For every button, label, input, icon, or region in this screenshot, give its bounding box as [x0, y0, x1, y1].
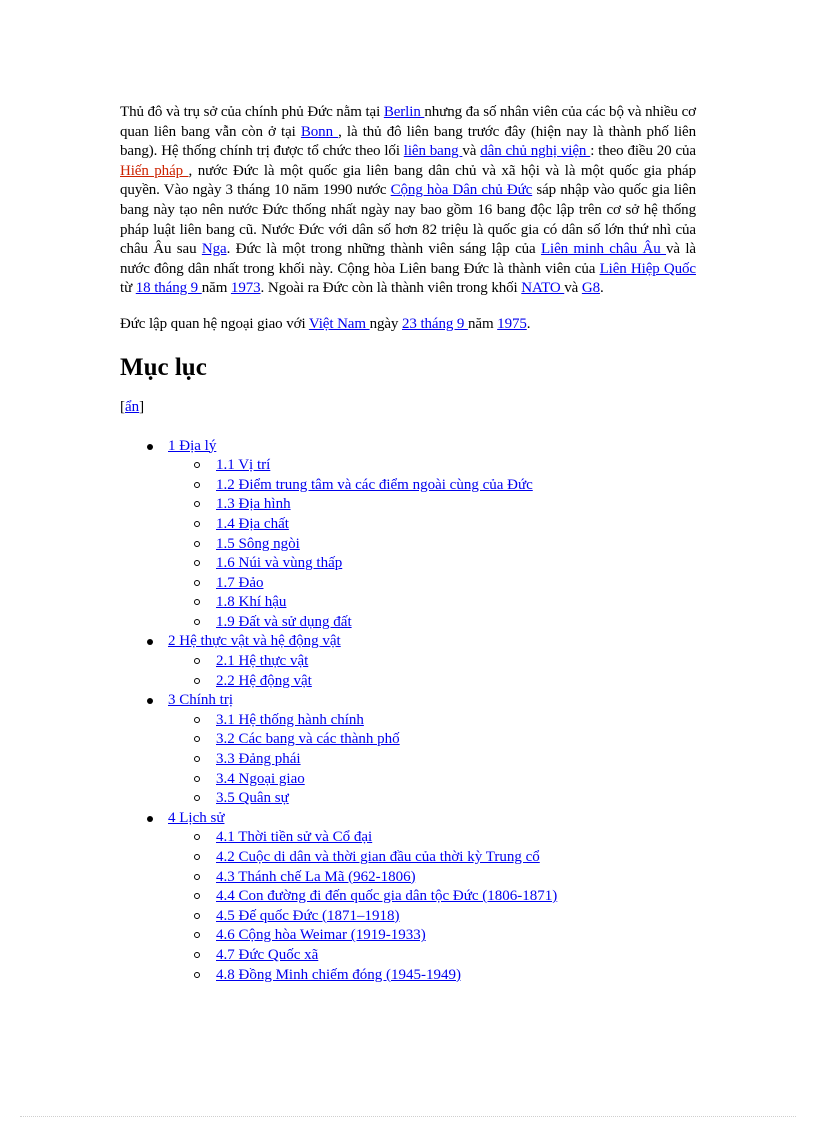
toc-item-link[interactable]: 3.4 Ngoại giao — [216, 770, 305, 787]
toc-list — [120, 437, 696, 986]
toc-item-link[interactable]: 1.9 Đất và sử dụng đất — [216, 613, 352, 630]
bullet-circle-icon — [194, 678, 200, 684]
text-run: Thủ đô và trụ sở của chính phủ Đức nằm tại — [120, 104, 384, 120]
toc-item — [120, 476, 696, 496]
bullet-circle-icon — [194, 521, 200, 527]
toc-item — [120, 848, 696, 868]
toc-item-link[interactable]: 1.5 Sông ngòi — [216, 535, 300, 552]
toc-section — [120, 691, 696, 711]
toc-item-link[interactable]: 1.4 Địa chất — [216, 515, 289, 532]
toc-item — [120, 828, 696, 848]
toc-item — [120, 672, 696, 692]
toc-section — [120, 809, 696, 829]
link-hien-phap[interactable]: Hiến pháp — [120, 162, 189, 179]
toc-item-link[interactable]: 4.3 Thánh chế La Mã (962-1806) — [216, 868, 416, 885]
link-18-thang-9[interactable]: 18 tháng 9 — [135, 280, 202, 297]
toc-item — [120, 770, 696, 790]
toc-item — [120, 711, 696, 731]
text-run: và là nước đông dân nhất trong khối này. Cộng hòa Liên bang Đức là thành viên của — [120, 241, 696, 277]
toc-item — [120, 613, 696, 633]
bullet-circle-icon — [194, 462, 200, 468]
link-berlin[interactable]: Berlin — [383, 104, 425, 120]
toc-subsection-group — [120, 828, 696, 985]
toc-item-link[interactable]: 4.7 Đức Quốc xã — [216, 946, 319, 963]
bullet-circle-icon — [194, 599, 200, 605]
toc-item-link[interactable]: 1.8 Khí hậu — [216, 594, 287, 611]
diplomacy-paragraph — [120, 315, 696, 335]
link-1975[interactable]: 1975 — [497, 315, 527, 332]
text-run: nhưng đa số nhân viên của các bộ và nhiều cơ quan liên bang vẫn còn ở tại — [120, 104, 696, 140]
toc-item — [120, 966, 696, 986]
toc-sublist — [120, 456, 696, 632]
bullet-circle-icon — [194, 776, 200, 782]
bullet-circle-icon — [194, 717, 200, 723]
link-bonn[interactable]: Bonn — [300, 123, 339, 140]
page-footer-divider — [20, 1116, 796, 1117]
bullet-circle-icon — [194, 619, 200, 625]
toc-item — [120, 456, 696, 476]
link-dan-chu-nghi-vien[interactable]: dân chủ nghị viện — [480, 143, 591, 160]
text-run: năm — [467, 315, 498, 332]
toc-item — [120, 926, 696, 946]
link-cong-hoa-dan-chu-duc[interactable]: Cộng hòa Dân chủ Đức — [390, 182, 533, 199]
text-run: . Ngoài ra Đức còn là thành viên trong khối — [260, 280, 522, 297]
toc-item-link[interactable]: 4.6 Cộng hòa Weimar (1919-1933) — [216, 927, 426, 944]
text-run: từ — [120, 280, 136, 297]
bullet-circle-icon — [194, 874, 200, 880]
toc-item-link[interactable]: 2.1 Hệ thực vật — [216, 653, 309, 670]
link-nga[interactable]: Nga — [201, 241, 227, 258]
toc-hide-link[interactable]: ẩn — [125, 398, 140, 415]
text-run: năm — [201, 280, 231, 297]
bullet-disc-icon — [147, 816, 153, 822]
bullet-circle-icon — [194, 580, 200, 586]
toc-section — [120, 437, 696, 457]
toc-section-link[interactable]: 2 Hệ thực vật và hệ động vật — [168, 633, 341, 650]
bullet-disc-icon — [147, 639, 153, 645]
toc-item-link[interactable]: 2.2 Hệ động vật — [216, 672, 312, 689]
bullet-circle-icon — [194, 541, 200, 547]
link-nato[interactable]: NATO — [521, 280, 565, 297]
bullet-disc-icon — [147, 444, 153, 450]
toc-section-link[interactable]: 3 Chính trị — [168, 692, 234, 709]
toc-item — [120, 574, 696, 594]
bullet-circle-icon — [194, 756, 200, 762]
toc-item-link[interactable]: 3.1 Hệ thống hành chính — [216, 711, 364, 728]
toc-item — [120, 730, 696, 750]
toc-hide-toggle — [120, 397, 696, 417]
toc-item-link[interactable]: 1.3 Địa hình — [216, 496, 291, 513]
toc-item — [120, 789, 696, 809]
link-lien-hiep-quoc[interactable]: Liên Hiệp Quốc — [599, 260, 696, 277]
bracket-close: ] — [139, 398, 145, 415]
toc-item-link[interactable]: 4.5 Đế quốc Đức (1871–1918) — [216, 907, 400, 924]
toc-item — [120, 535, 696, 555]
toc-item-link[interactable]: 4.4 Con đường đi đến quốc gia dân tộc Đức (1806-1871) — [216, 888, 558, 905]
bullet-circle-icon — [194, 482, 200, 488]
toc-sublist — [120, 828, 696, 985]
link-1973[interactable]: 1973 — [230, 280, 261, 297]
text-run: . — [526, 315, 531, 332]
toc-sublist — [120, 711, 696, 809]
bullet-disc-icon — [147, 698, 153, 704]
toc-item-link[interactable]: 1.7 Đảo — [216, 574, 264, 591]
bullet-circle-icon — [194, 834, 200, 840]
document-page — [120, 103, 696, 985]
toc-item — [120, 515, 696, 535]
link-23-thang-9[interactable]: 23 tháng 9 — [402, 315, 468, 332]
toc-item-link[interactable]: 1.2 Điểm trung tâm và các điểm ngoài cùng của Đức — [216, 476, 533, 493]
toc-item-link[interactable]: 3.5 Quân sự — [216, 790, 289, 807]
text-run: ngày — [369, 315, 402, 332]
toc-section — [120, 632, 696, 652]
link-g8[interactable]: G8 — [581, 280, 601, 297]
toc-item — [120, 554, 696, 574]
toc-subsection-group — [120, 456, 696, 632]
intro-paragraph — [120, 103, 696, 299]
toc-item-link[interactable]: 4.2 Cuộc di dân và thời gian đầu của thời kỳ Trung cổ — [216, 849, 540, 865]
toc-item — [120, 652, 696, 672]
toc-section-link[interactable]: 4 Lịch sử — [168, 809, 225, 826]
toc-item — [120, 750, 696, 770]
toc-item — [120, 593, 696, 613]
toc-sublist — [120, 652, 696, 691]
bullet-circle-icon — [194, 952, 200, 958]
bullet-circle-icon — [194, 854, 200, 860]
bullet-circle-icon — [194, 501, 200, 507]
toc-item — [120, 946, 696, 966]
toc-item — [120, 887, 696, 907]
bullet-circle-icon — [194, 560, 200, 566]
bullet-circle-icon — [194, 913, 200, 919]
link-lien-bang[interactable]: liên bang — [403, 143, 463, 160]
bullet-circle-icon — [194, 972, 200, 978]
text-run: , là thủ đô liên bang trước đây (hiện nay là thành phố liên bang). Hệ thống chính trị được tổ chức theo lối — [120, 123, 696, 160]
text-run: . — [600, 280, 604, 297]
toc-subsection-group — [120, 652, 696, 691]
bullet-circle-icon — [194, 658, 200, 664]
toc-item-link[interactable]: 1.6 Núi và vùng thấp — [216, 555, 343, 572]
toc-title: Mục lục — [120, 353, 207, 381]
toc-section-link[interactable]: 1 Địa lý — [168, 437, 217, 454]
toc-item-link[interactable]: 4.1 Thời tiền sử và Cổ đại — [216, 829, 373, 846]
text-run: và — [564, 280, 582, 297]
toc-item-link[interactable]: 3.3 Đảng phái — [216, 751, 301, 768]
toc-item-link[interactable]: 4.8 Đồng Minh chiếm đóng (1945-1949) — [216, 966, 461, 983]
toc-item-link[interactable]: 3.2 Các bang và các thành phố — [216, 731, 400, 748]
bullet-circle-icon — [194, 932, 200, 938]
bullet-circle-icon — [194, 736, 200, 742]
text-run: sáp nhập vào quốc gia liên bang này tạo nên nước Đức thống nhất ngày nay bao gồm 16 bang độc lập trên cơ sở hệ thống pháp luật liên bang cũ. Nước Đức với dân số hơn 82 triệu là quốc gia có dân số lớn thứ nhì của châu Âu sau — [120, 182, 696, 258]
text-run: : theo điều 20 của — [590, 143, 696, 160]
text-run: . Đức là một trong những thành viên sáng lập của — [226, 241, 541, 258]
bullet-circle-icon — [194, 893, 200, 899]
text-run: , nước Đức là một quốc gia liên bang dân chủ và xã hội và là một quốc gia pháp quyền. Vào ngày 3 tháng 10 năm 1990 nước — [120, 162, 696, 199]
text-run: và — [462, 143, 481, 160]
text-run: Đức lập quan hệ ngoại giao với — [120, 315, 309, 332]
toc-item — [120, 868, 696, 888]
bracket-open: [ — [120, 398, 125, 415]
toc-item-link[interactable]: 1.1 Vị trí — [216, 457, 271, 474]
bullet-circle-icon — [194, 795, 200, 801]
toc-item — [120, 495, 696, 515]
link-lien-minh-chau-au[interactable]: Liên minh châu Âu — [540, 241, 667, 258]
toc-item — [120, 907, 696, 927]
toc-subsection-group — [120, 711, 696, 809]
link-viet-nam[interactable]: Việt Nam — [308, 315, 370, 332]
